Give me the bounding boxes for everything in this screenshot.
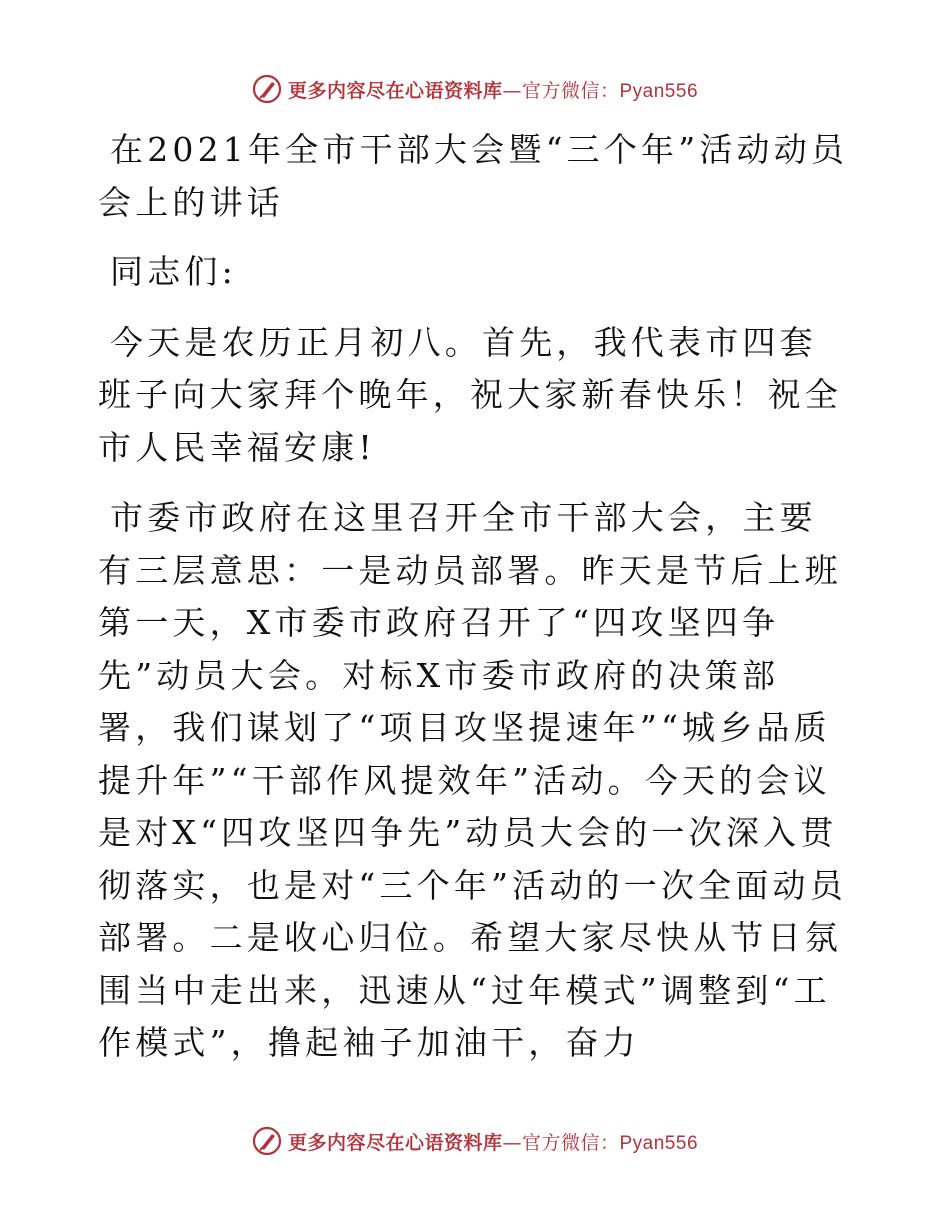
watermark-contact-id: Pyan556	[619, 1132, 699, 1154]
paragraph: 今天是农历正月初八。首先，我代表市四套班子向大家拜个晚年，祝大家新春快乐！祝全市人民幸福安康!	[98, 322, 842, 467]
watermark-text	[288, 1128, 698, 1155]
watermark-separator: —	[502, 1131, 522, 1154]
paragraph: 市委市政府在这里召开全市干部大会，主要有三层意思：一是动员部署。昨天是节后上班第一天，X市委市政府召开了“四攻坚四争先”动员大会。对标X市委市政府的决策部署，我们谋划了“项目攻坚提速年”“城乡品质提升年”“干部作风提效年”活动。今天的会议是对X“四攻坚四争先”动员大会的一次深入贯彻落实，也是对“三个年”活动的一次全面动员部署。二是收心归位。希望大家尽快从节日氛围当中走出来，迅速从“过年模式”调整到“工作模式”，撸起袖子加油干，奋力	[98, 498, 847, 1062]
watermark-brand: 更多内容尽在心语资料库	[287, 1131, 503, 1154]
document-body	[98, 124, 850, 1070]
watermark-contact-label: 官方微信：	[521, 79, 620, 102]
watermark-contact-label: 官方微信：	[521, 1131, 620, 1154]
watermark-contact-id: Pyan556	[619, 80, 699, 102]
quill-pen-icon	[252, 1126, 282, 1156]
document-title: 在2021年全市干部大会暨“三个年”活动动员会上的讲话	[98, 130, 849, 222]
watermark-separator: —	[502, 79, 522, 102]
footer-watermark	[0, 1124, 950, 1158]
header-watermark	[0, 72, 950, 106]
greeting: 同志们:	[110, 252, 237, 291]
quill-pen-icon	[252, 74, 282, 104]
watermark-brand: 更多内容尽在心语资料库	[287, 79, 503, 102]
watermark-text	[288, 76, 698, 103]
